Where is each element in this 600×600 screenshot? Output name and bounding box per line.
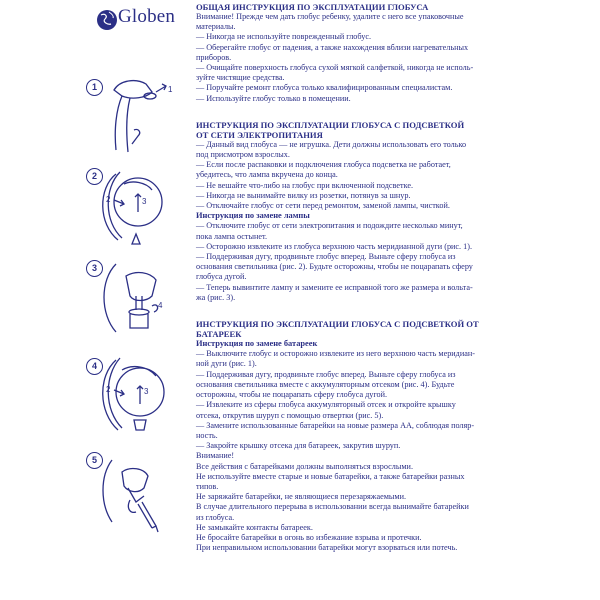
section2-sub-line: — Осторожно извлеките из глобуса верхнюю часть меридианной дуги (рис. 1). xyxy=(196,241,473,251)
section2-title-line2: ОТ СЕТИ ЭЛЕКТРОПИТАНИЯ xyxy=(196,129,323,140)
brand-name: Globen xyxy=(118,6,176,27)
figure-5-number: 5 xyxy=(86,452,103,469)
section3-line: Не заряжайте батарейки, не являющиеся перезаряжаемыми. xyxy=(196,492,407,502)
section3-title-line2: БАТАРЕЕК xyxy=(196,329,242,340)
section2-sub-line: — Поддерживая дугу, продвиньте глобус вперед. Выньте сферу глобуса из xyxy=(196,252,456,262)
section2-sub-line: — Отключите глобус от сети электропитания и подождите несколько минут, xyxy=(196,221,463,231)
figure-2-number: 2 xyxy=(86,168,103,185)
section2-line: — Никогда не вынимайте вилку из розетки, потянув за шнур. xyxy=(196,190,411,200)
section1-line: — Никогда не используйте поврежденный глобус. xyxy=(196,32,372,42)
section1-line: — Оберегайте глобус от падения, а также нахождения вблизи нагревательных xyxy=(196,42,469,52)
section3-line: — Замените использованные батарейки на новые размера АА, соблюдая поляр- xyxy=(196,420,475,430)
figure-4-arrow-label-a: 2 xyxy=(106,385,111,394)
section1-title: ОБЩАЯ ИНСТРУКЦИЯ ПО ЭКСПЛУАТАЦИИ ГЛОБУСА xyxy=(196,2,429,12)
section3-line: из глобуса. xyxy=(196,512,235,522)
figure-3-number: 3 xyxy=(86,260,103,277)
figure-2-arrow-label-b: 3 xyxy=(142,197,147,206)
globe-logo-icon xyxy=(97,10,117,30)
section3-line: отсека, открутив шуруп с помощью отвертки (рис. 5). xyxy=(196,410,384,420)
section2-line: — Отключайте глобус от сети перед ремонтом, заменой лампы, чисткой. xyxy=(196,201,450,211)
figure-1-arrow-label: 1 xyxy=(168,85,173,94)
section1-line: — Очищайте поверхность глобуса сухой мягкой салфеткой, никогда не исполь- xyxy=(196,63,474,73)
section2-line: убедитесь, что лампа вкручена до конца. xyxy=(196,170,338,180)
figure-4-arrow-label-b: 3 xyxy=(144,387,149,396)
section3-line: В случае длительного перерыва в использовании всегда вынимайте батарейки xyxy=(196,502,469,512)
section3-line: — Поддерживая дугу, продвиньте глобус вперед. Выньте сферу глобуса из xyxy=(196,369,456,379)
section2-sub-line: пока лампа остынет. xyxy=(196,231,268,241)
section3-title: ИНСТРУКЦИЯ ПО ЭКСПЛУАТАЦИИ ГЛОБУСА С ПОДСВЕТКОЙ ОТ xyxy=(196,319,479,330)
section2-line: под присмотром взрослых. xyxy=(196,150,290,160)
section3-line: Не используйте вместе старые и новые батарейки, а также батарейки разных xyxy=(196,471,465,481)
section3-line: Не бросайте батарейки в огонь во избежание взрыва и протечки. xyxy=(196,532,422,542)
section3-line: При неправильном использовании батарейки могут взорваться или потечь. xyxy=(196,543,458,553)
section3-subtitle: Инструкция по замене батареек xyxy=(196,339,318,349)
section3-line: — Извлеките из сферы глобуса аккумуляторный отсек и откройте крышку xyxy=(196,400,456,410)
section2-sub-line: глобуса дугой. xyxy=(196,272,247,282)
section3-line: Не замыкайте контакты батареек. xyxy=(196,522,313,532)
figure-4-illustration xyxy=(86,352,178,438)
section2-line: — Данный вид глобуса — не игрушка. Дети должны использовать его только xyxy=(196,139,467,149)
section2-sub-line: основания светильника (рис. 2). Будьте осторожны, чтобы не поцарапать сферу xyxy=(196,262,473,272)
section3-line: Все действия с батарейками должны выполняться взрослыми. xyxy=(196,461,413,471)
section3-line: основания светильника вместе с аккумуляторным отсеком (рис. 4). Будьте xyxy=(196,379,455,389)
section1-line: приборов. xyxy=(196,52,232,62)
figure-1-illustration xyxy=(86,70,178,156)
section2-sub-line: жа (рис. 3). xyxy=(196,292,236,302)
section2-subtitle: Инструкция по замене лампы xyxy=(196,211,310,221)
instructions-text xyxy=(196,0,592,553)
section1-line: материалы. xyxy=(196,22,236,32)
section3-line: осторожны, чтобы не поцарапать сферу глобуса дугой. xyxy=(196,390,388,400)
figure-1-number: 1 xyxy=(86,79,103,96)
section3-line: ность. xyxy=(196,430,218,440)
figure-3-arrow-label: 4 xyxy=(158,301,163,310)
figure-2-arrow-label-a: 2 xyxy=(106,195,111,204)
figure-3-illustration xyxy=(86,256,178,342)
section2-title: ИНСТРУКЦИЯ ПО ЭКСПЛУАТАЦИИ ГЛОБУСА С ПОДСВЕТКОЙ xyxy=(196,119,465,130)
section3-line: типов. xyxy=(196,481,219,491)
figure-2-illustration xyxy=(86,164,178,250)
section3-line: Внимание! xyxy=(196,451,235,461)
section3-line: — Выключите глобус и осторожно извлеките из него верхнюю часть меридиан- xyxy=(196,349,475,359)
section1-line: — Поручайте ремонт глобуса только квалифицированным специалистам. xyxy=(196,83,453,93)
section3-line: ной дуги (рис. 1). xyxy=(196,359,257,369)
section3-line: — Закройте крышку отсека для батареек, закрутив шуруп. xyxy=(196,441,401,451)
section2-sub-line: — Теперь вывинтите лампу и замените ее исправной того же размера и вольта- xyxy=(196,282,473,292)
figure-5-illustration xyxy=(86,448,178,534)
figure-4-number: 4 xyxy=(86,358,103,375)
section2-line: — Не вешайте что-либо на глобус при включенной подсветке. xyxy=(196,180,414,190)
section1-line: — Используйте глобус только в помещении. xyxy=(196,93,351,103)
section1-line: Внимание! Прежде чем дать глобус ребенку, удалите с него все упаковочные xyxy=(196,12,464,21)
section2-line: — Если после распаковки и подключения глобуса подсветка не работает, xyxy=(196,160,451,170)
section1-line: зуйте чистящие средства. xyxy=(196,73,285,83)
